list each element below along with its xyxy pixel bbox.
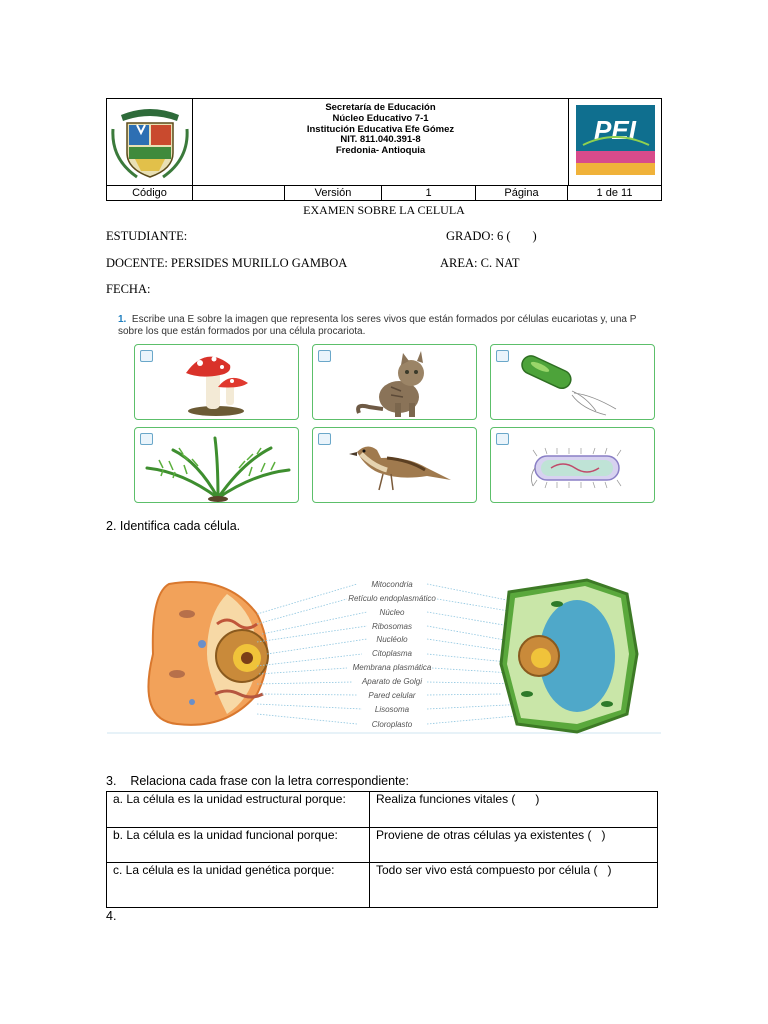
student-field: ESTUDIANTE: — [106, 229, 188, 243]
fern-icon — [143, 432, 293, 502]
version-label: Versión — [285, 186, 382, 201]
question-1-text: Escribe una E sobre la imagen que representa los seres vivos que están formados por células eucariotas y, una P sobre los que están formados por una célula procariota. — [118, 314, 637, 337]
cell-diagram — [107, 574, 661, 734]
label-golgi: Aparato de Golgi — [361, 677, 423, 686]
answer-box[interactable] — [496, 433, 509, 445]
version-value: 1 — [382, 186, 476, 201]
label-nucleolo: Nucléolo — [376, 635, 408, 644]
card-bacterium[interactable] — [490, 344, 655, 420]
relation-table — [106, 791, 658, 908]
answer-box[interactable] — [496, 350, 509, 362]
card-sparrow[interactable] — [312, 427, 477, 503]
label-reticulo: Retículo endoplasmático — [348, 594, 436, 603]
header-line: Secretaría de Educación — [325, 102, 436, 113]
question-4-number: 4. — [106, 909, 117, 923]
question-1-number: 1. — [118, 314, 127, 325]
card-bacterium-cell[interactable] — [490, 427, 655, 503]
relation-right-3[interactable]: Todo ser vivo está compuesto por célula ( ) — [370, 863, 658, 908]
answer-box[interactable] — [318, 433, 331, 445]
card-cat[interactable] — [312, 344, 477, 420]
header-line: Núcleo Educativo 7-1 — [332, 112, 429, 124]
plant-cell-illustration — [501, 580, 637, 732]
card-fern[interactable] — [134, 427, 299, 503]
answer-box[interactable] — [318, 350, 331, 362]
header-line: NIT. 811.040.391-8 — [340, 134, 421, 146]
relation-left-a: a. La célula es la unidad estructural porque: — [107, 792, 370, 828]
school-crest-logo — [107, 99, 193, 185]
grade-field: GRADO: 6 ( ) — [446, 229, 537, 243]
sparrow-icon — [347, 440, 453, 496]
pei-logo — [568, 99, 661, 185]
relation-left-c: c. La célula es la unidad genética porque: — [107, 863, 370, 908]
label-pared: Pared celular — [368, 691, 416, 700]
question-1 — [118, 314, 663, 338]
date-field: FECHA: — [106, 282, 151, 296]
teacher-field: DOCENTE: PERSIDES MURILLO GAMBOA — [106, 256, 348, 270]
cat-icon — [353, 347, 443, 419]
header-line: Fredonia- Antioquia — [335, 145, 426, 157]
animal-cell-illustration — [148, 582, 268, 725]
label-mitocondria: Mitocondria — [371, 580, 413, 589]
answer-box[interactable] — [140, 350, 153, 362]
mushroom-icon — [180, 349, 255, 417]
label-lisosoma: Lisosoma — [374, 705, 410, 714]
relation-right-2[interactable]: Proviene de otras células ya existentes ( ) — [370, 828, 658, 863]
svg-text:PEI: PEI — [594, 115, 636, 145]
card-mushroom[interactable] — [134, 344, 299, 420]
bacterium-icon — [516, 351, 626, 417]
header-line: Institución Educativa Efe Gómez — [306, 123, 455, 135]
header-institution-text — [193, 103, 568, 157]
label-ribosomas: Ribosomas — [371, 622, 413, 631]
codigo-value — [193, 186, 285, 201]
relation-left-b: b. La célula es la unidad funcional porque: — [107, 828, 370, 863]
prokaryote-cell-icon — [527, 446, 627, 490]
area-field: AREA: C. NAT — [440, 256, 520, 270]
codigo-label: Código — [107, 186, 193, 201]
label-citoplasma: Citoplasma — [371, 649, 413, 658]
question-3-text: 3. Relaciona cada frase con la letra correspondiente: — [106, 774, 409, 788]
table-row — [107, 828, 658, 863]
pagina-label: Página — [476, 186, 568, 201]
table-row — [107, 863, 658, 908]
exam-title: EXAMEN SOBRE LA CELULA — [303, 203, 465, 217]
relation-right-1[interactable]: Realiza funciones vitales ( ) — [370, 792, 658, 828]
label-cloroplasto: Cloroplasto — [371, 720, 413, 729]
pagina-value: 1 de 11 — [596, 187, 633, 199]
table-row — [107, 792, 658, 828]
question-2-text: 2. Identifica cada célula. — [106, 519, 241, 533]
label-nucleo: Núcleo — [379, 608, 405, 617]
label-membrana: Membrana plasmática — [352, 663, 432, 672]
